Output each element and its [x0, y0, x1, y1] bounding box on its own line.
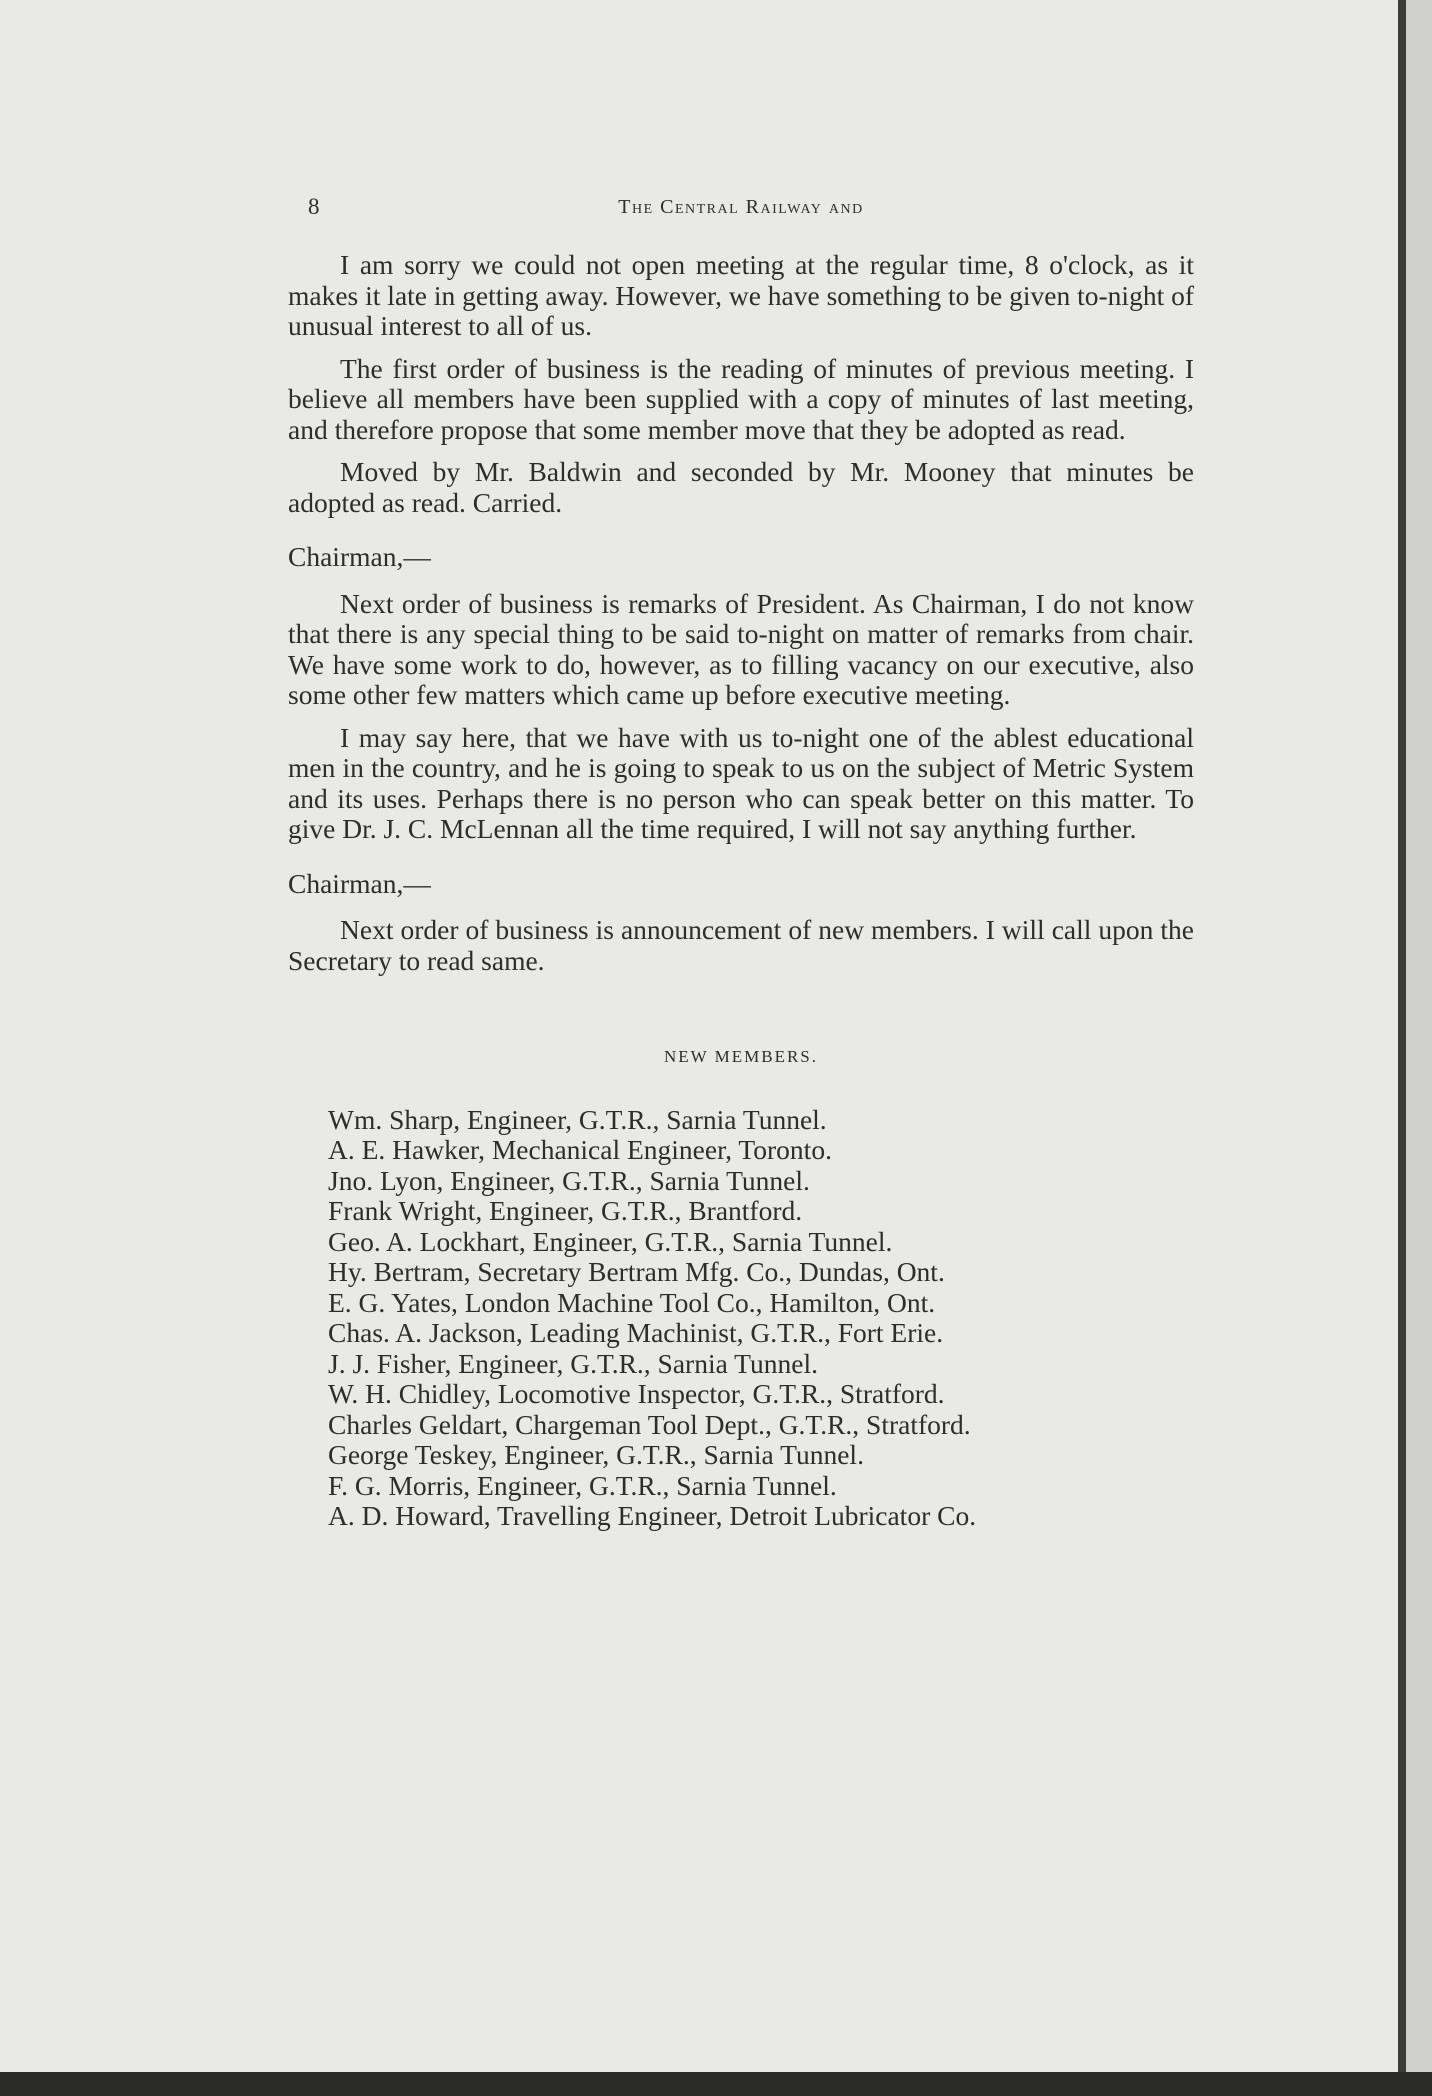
member-entry: E. G. Yates, London Machine Tool Co., Hamilton, Ont.: [328, 1286, 936, 1318]
member-entry: Jno. Lyon, Engineer, G.T.R., Sarnia Tunnel.: [328, 1164, 810, 1196]
speaker-label: Chairman,—: [288, 541, 431, 572]
new-members-heading: NEW MEMBERS.: [663, 1047, 819, 1066]
paragraph: I may say here, that we have with us to-night one of the ablest educational men in the country, and he is going to speak to us on the subject of Metric System and its uses. Perhaps there is no person who can speak better on this matter. To give Dr. J. C. McLennan all the time required, I will not say anything further.: [288, 721, 1194, 844]
member-entry: Hy. Bertram, Secretary Bertram Mfg. Co., Dundas, Ont.: [328, 1256, 945, 1287]
running-title: The Central Railway and: [618, 196, 864, 218]
paragraph: Next order of business is remarks of President. As Chairman, I do not know that there is any special thing to be said to-night on matter of remarks from chair. We have some work to do, however, as to filling vacancy on our executive, also some other few matters which came up before executive meeting.: [288, 587, 1194, 710]
member-entry: Geo. A. Lockhart, Engineer, G.T.R., Sarnia Tunnel.: [328, 1225, 893, 1257]
member-entry: Wm. Sharp, Engineer, G.T.R., Sarnia Tunnel.: [328, 1103, 827, 1135]
member-entry: Frank Wright, Engineer, G.T.R., Brantford.: [328, 1195, 803, 1226]
new-members-list: [288, 1105, 1194, 1532]
member-entry: A. D. Howard, Travelling Engineer, Detroit Lubricator Co.: [328, 1500, 977, 1531]
page-number: 8: [308, 194, 320, 219]
speaker-label: Chairman,—: [288, 867, 431, 899]
member-entry: A. E. Hawker, Mechanical Engineer, Toronto.: [328, 1134, 832, 1165]
facing-page-edge: [1406, 0, 1432, 2072]
member-entry: George Teskey, Engineer, G.T.R., Sarnia Tunnel.: [328, 1439, 864, 1470]
page-content: [288, 188, 1194, 1532]
paragraph: The first order of business is the reading of minutes of previous meeting. I believe all members have been supplied with a copy of minutes of last meeting, and therefore propose that some member move that they be adopted as read.: [288, 352, 1194, 445]
paragraph: Moved by Mr. Baldwin and seconded by Mr. Mooney that minutes be adopted as read. Carried.: [288, 456, 1194, 518]
member-entry: F. G. Morris, Engineer, G.T.R., Sarnia Tunnel.: [328, 1469, 837, 1501]
member-entry: Chas. A. Jackson, Leading Machinist, G.T.R., Fort Erie.: [328, 1317, 944, 1348]
scan-bottom-border: [0, 2072, 1432, 2096]
member-entry: W. H. Chidley, Locomotive Inspector, G.T.R., Stratford.: [328, 1378, 945, 1409]
paragraph: I am sorry we could not open meeting at the regular time, 8 o'clock, as it makes it late in getting away. However, we have something to be given to-night of unusual interest to all of us.: [288, 249, 1194, 341]
member-entry: Charles Geldart, Chargeman Tool Dept., G.T.R., Stratford.: [328, 1408, 971, 1440]
member-entry: J. J. Fisher, Engineer, G.T.R., Sarnia Tunnel.: [328, 1347, 818, 1379]
book-gutter-shadow: [1398, 0, 1406, 2072]
paragraph: Next order of business is announcement of new members. I will call upon the Secretary to read same.: [288, 914, 1194, 976]
running-header: [288, 188, 1194, 228]
